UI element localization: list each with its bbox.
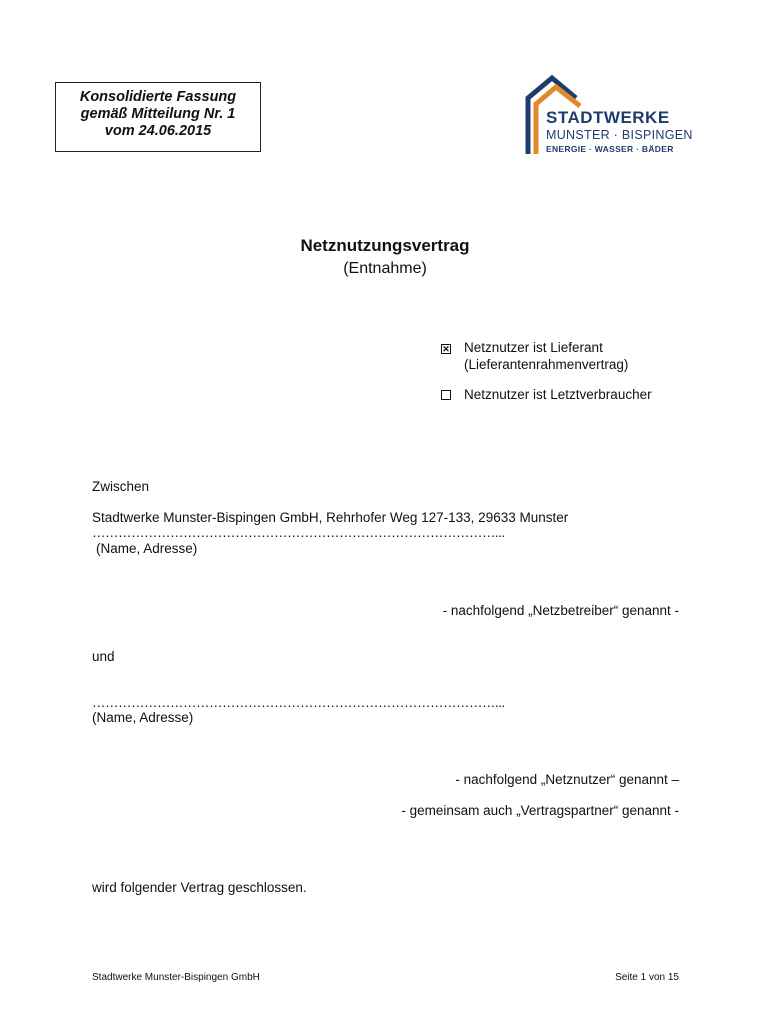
party1-dotted-line: …………………………………………………………………………………... — [92, 525, 505, 540]
box-line-2: gemäß Mitteilung Nr. 1 — [80, 106, 236, 122]
closing-sentence: wird folgender Vertrag geschlossen. — [92, 880, 307, 895]
and-label: und — [92, 649, 115, 664]
supplier-option-sublabel: (Lieferantenrahmenvertrag) — [464, 357, 629, 372]
footer-company: Stadtwerke Munster-Bispingen GmbH — [92, 972, 260, 983]
together-role: - gemeinsam auch „Vertragspartner“ genannt - — [401, 803, 679, 818]
box-line-1: Konsolidierte Fassung — [79, 89, 237, 105]
between-label: Zwischen — [92, 479, 150, 494]
document-subtitle: (Entnahme) — [343, 260, 427, 277]
party2-name-address-hint: (Name, Adresse) — [92, 710, 194, 725]
end-consumer-option-label: Netznutzer ist Letztverbraucher — [464, 387, 652, 402]
party1-role: - nachfolgend „Netzbetreiber“ genannt - — [442, 603, 679, 618]
document-title: Netznutzungsvertrag — [300, 236, 470, 255]
logo-tagline: ENERGIE · WASSER · BÄDER — [546, 144, 674, 154]
party2-role: - nachfolgend „Netznutzer“ genannt – — [455, 772, 679, 787]
party1-address: Stadtwerke Munster-Bispingen GmbH, Rehrhofer Weg 127-133, 29633 Munster — [92, 510, 569, 525]
footer-page-number: Seite 1 von 15 — [615, 972, 679, 983]
consolidated-version-box — [55, 82, 261, 152]
party1-name-address-hint: (Name, Adresse) — [96, 541, 198, 556]
box-line-3: vom 24.06.2015 — [104, 123, 212, 139]
party2-dotted-line: …………………………………………………………………………………... — [92, 695, 505, 710]
supplier-checkbox[interactable]: ✕ — [442, 344, 450, 354]
end-consumer-checkbox[interactable] — [441, 390, 451, 400]
logo-location: MUNSTER · BISPINGEN — [546, 128, 693, 142]
logo-brand: STADTWERKE — [546, 108, 670, 127]
supplier-option-label: Netznutzer ist Lieferant — [464, 340, 603, 355]
